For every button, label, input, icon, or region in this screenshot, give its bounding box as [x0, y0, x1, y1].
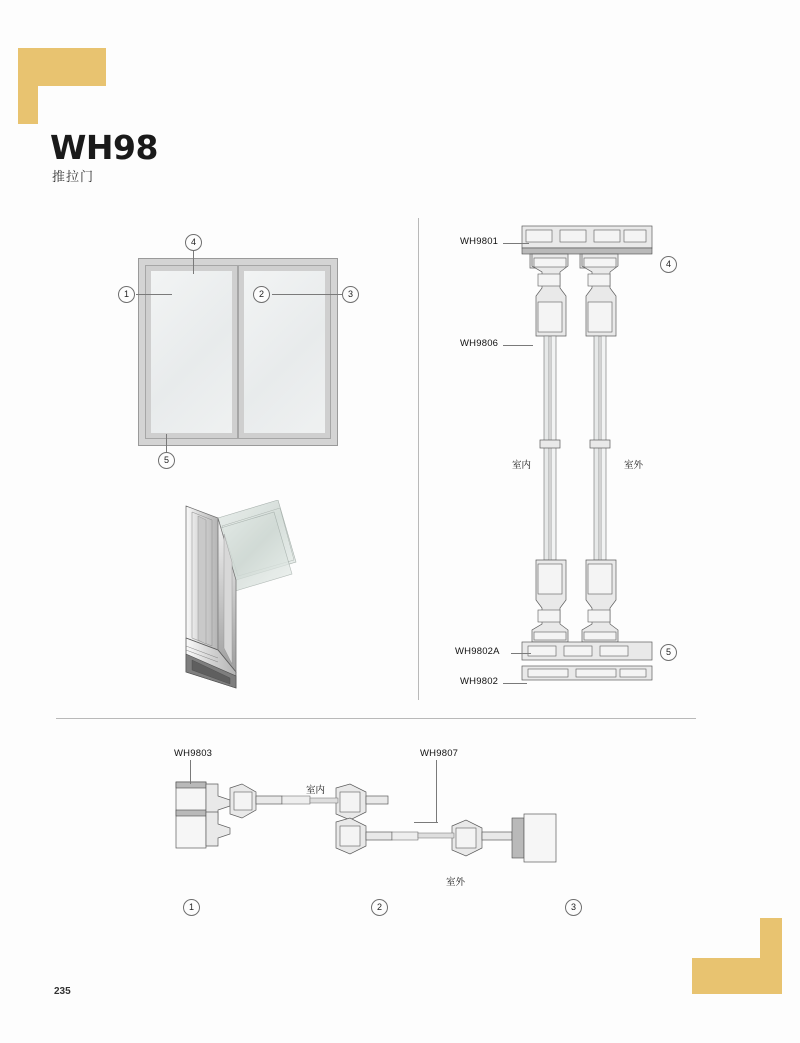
callout-elevation-5[interactable]: 5: [158, 452, 175, 469]
profile-upper-sash-left: [532, 254, 568, 336]
profile-label-wh9806: WH9806: [460, 338, 499, 349]
callout-horizontal-2[interactable]: 2: [371, 899, 388, 916]
horizontal-section-drawing: [160, 770, 600, 880]
profile-sash-right: [452, 814, 556, 862]
vertical-section-drawing: [430, 218, 690, 698]
leader-line-2: [272, 294, 324, 295]
callout-horizontal-3[interactable]: 3: [565, 899, 582, 916]
profile-upper-sash-right: [582, 254, 618, 336]
profile-lower-sash-left: [532, 560, 568, 642]
orientation-label-indoor-vertical: 室内: [512, 460, 532, 471]
leader-wh9807: [436, 760, 437, 822]
callout-horizontal-1[interactable]: 1: [183, 899, 200, 916]
glass-runs-vertical: [540, 336, 610, 560]
leader-line-5: [166, 434, 167, 454]
window-elevation-drawing: [138, 258, 338, 446]
corner-decoration-top-left-notch: [38, 86, 108, 126]
profile-label-wh9803: WH9803: [174, 748, 213, 759]
callout-elevation-3[interactable]: 3: [342, 286, 359, 303]
callout-section-5[interactable]: 5: [660, 644, 677, 661]
callout-elevation-1[interactable]: 1: [118, 286, 135, 303]
profile-left-jamb: [176, 782, 206, 848]
corner-3d-render: [170, 500, 330, 700]
leader-wh9801: [503, 243, 529, 244]
profile-label-wh9802a: WH9802A: [455, 646, 500, 657]
leader-line-1: [136, 294, 172, 295]
profile-label-wh9801: WH9801: [460, 236, 499, 247]
page-subtitle: 推拉门: [52, 169, 95, 184]
leader-line-3: [322, 294, 342, 295]
page-number: 235: [54, 986, 71, 997]
profile-lower-sash-right: [582, 560, 618, 642]
leader-wh9802: [503, 683, 527, 684]
leader-wh9802a: [511, 653, 531, 654]
callout-elevation-4[interactable]: 4: [185, 234, 202, 251]
orientation-label-indoor-horizontal: 室内: [306, 785, 326, 796]
callout-elevation-2[interactable]: 2: [253, 286, 270, 303]
corner-decoration-bottom-right-notch: [692, 918, 760, 958]
profile-sill: [522, 642, 652, 680]
vertical-divider: [418, 218, 419, 700]
profile-sash-left: [206, 784, 310, 846]
leader-line-4: [193, 250, 194, 274]
horizontal-divider: [56, 718, 696, 719]
leader-wh9806: [503, 345, 533, 346]
leader-wh9807-h: [414, 822, 438, 823]
orientation-label-outdoor-horizontal: 室外: [446, 877, 466, 888]
callout-section-4[interactable]: 4: [660, 256, 677, 273]
leader-wh9803: [190, 760, 191, 784]
profile-interlock-middle: [336, 784, 418, 854]
orientation-label-outdoor-vertical: 室外: [624, 460, 644, 471]
profile-label-wh9802: WH9802: [460, 676, 499, 687]
elevation-sash-left: [146, 266, 237, 438]
page-title: WH98: [50, 128, 158, 167]
profile-label-wh9807: WH9807: [420, 748, 459, 759]
